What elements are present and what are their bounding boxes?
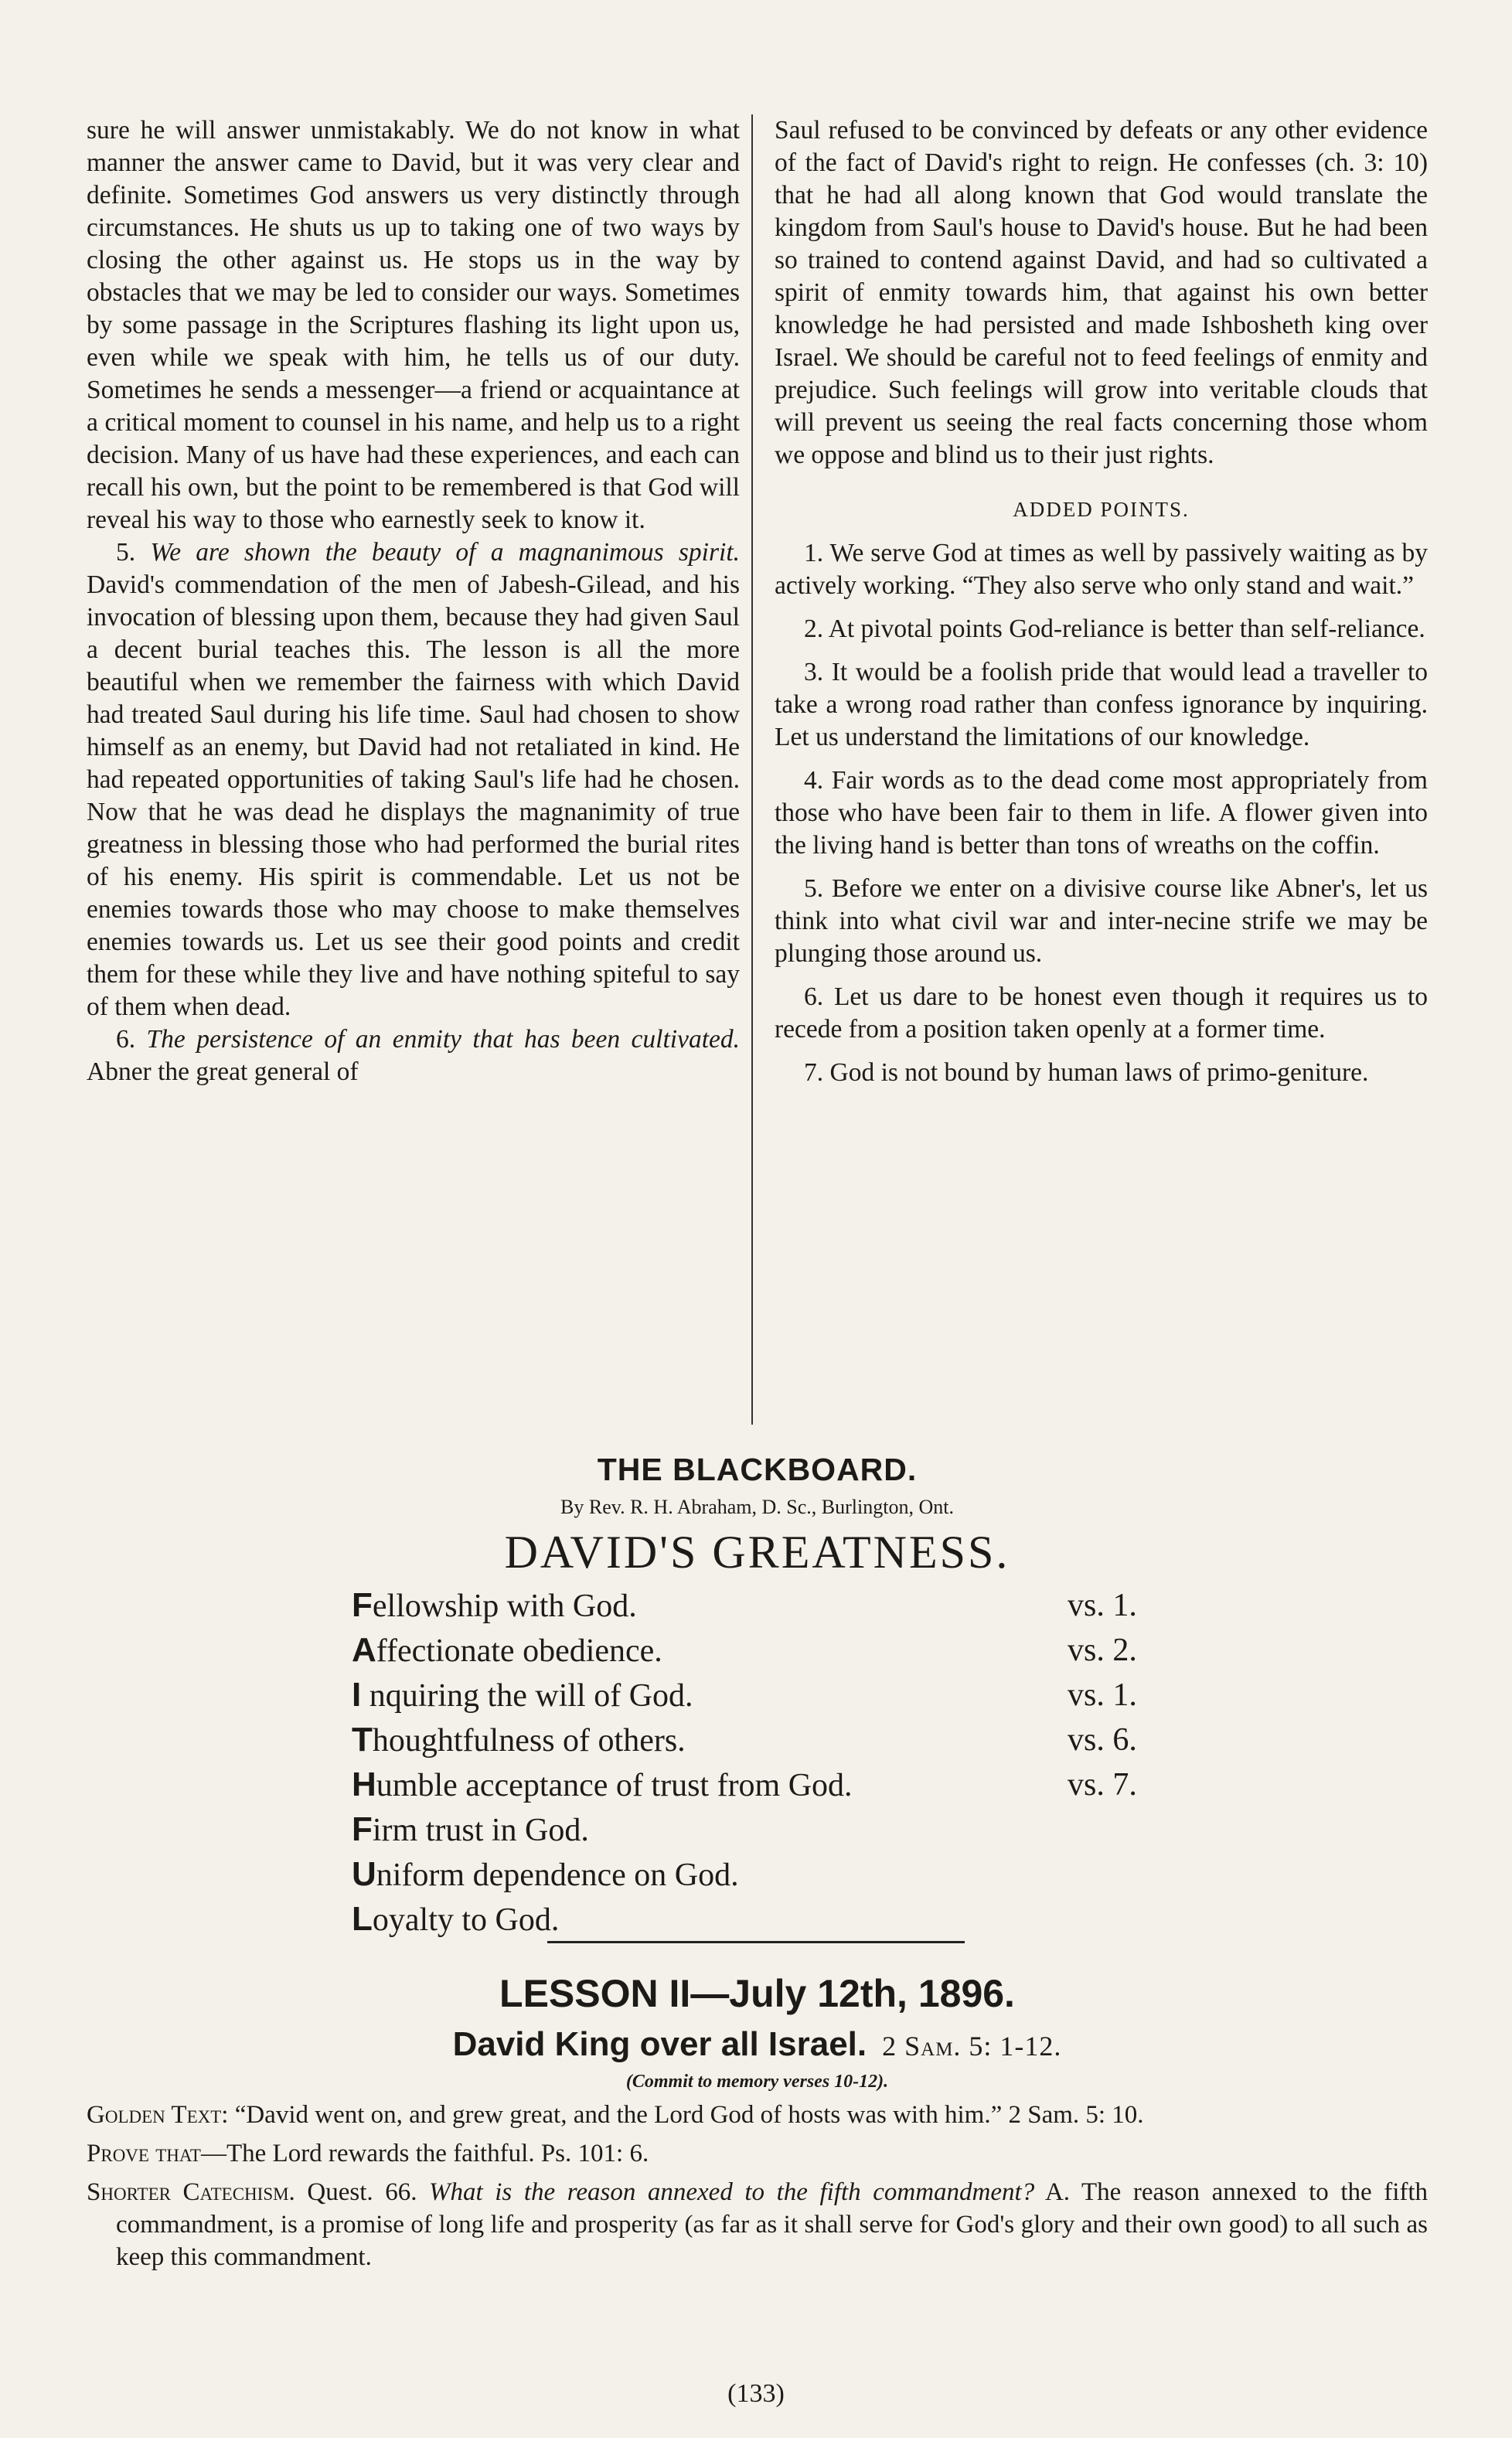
section-divider xyxy=(547,1941,965,1943)
acrostic-text: oyalty to God. xyxy=(372,1902,560,1938)
verse-ref: vs. 2. xyxy=(1068,1633,1137,1668)
acrostic-row xyxy=(352,1852,1248,1897)
point-text: Abner the great general of xyxy=(87,1057,359,1086)
acrostic-letter: U xyxy=(352,1855,376,1893)
column-rule xyxy=(751,114,753,1425)
acrostic-letter: H xyxy=(352,1766,376,1803)
lesson-subtitle: David King over all Israel. xyxy=(452,2025,867,2063)
acrostic-letter: I xyxy=(352,1676,362,1714)
verse-ref: vs. 1. xyxy=(1068,1677,1137,1713)
catechism-question: What is the reason annexed to the fifth commandment? xyxy=(429,2178,1035,2206)
golden-text-label: Golden Text: xyxy=(87,2101,229,2129)
acrostic-text: umble acceptance of trust from God. xyxy=(376,1768,853,1803)
left-paragraph-2 xyxy=(87,536,740,1023)
added-points-heading: ADDED POINTS. xyxy=(1013,498,1190,521)
added-point-6: 6. Let us dare to be honest even though it requires us to recede from a position taken openly at a former time. xyxy=(775,982,1428,1044)
acrostic-row xyxy=(352,1762,1248,1807)
shorter-catechism xyxy=(87,2176,1428,2273)
golden-text-body: “David went on, and grew great, and the Lord God of hosts was with him.” 2 Sam. 5: 10. xyxy=(234,2101,1144,2129)
left-paragraph-1: sure he will answer unmistakably. We do not know in what manner the answer came to David, but it was very clear and definite. Sometimes God answers us very distinctly through circumstances. He shuts us up to taking one of two ways by closing the other against us. He stops us in the way by obstacles that we may be led to consider our ways. Sometimes by some passage in the Scriptures flashing its light upon us, even while we speak with him, he tells us of our duty. Sometimes he sends a messenger—a friend or acquaintance at a critical moment to counsel in his name, and help us to a right decision. Many of us have had these experiences, and each can recall his own, but the point to be remembered is that God will reveal his way to those who earnestly seek to know it. xyxy=(87,116,740,534)
left-column xyxy=(87,114,740,1088)
acrostic-row xyxy=(352,1897,1248,1942)
acrostic-letter: F xyxy=(352,1810,373,1848)
acrostic-row xyxy=(352,1628,1248,1673)
acrostic-text: ellowship with God. xyxy=(372,1588,637,1624)
prove-that-body: —The Lord rewards the faithful. Ps. 101: 6. xyxy=(200,2140,649,2167)
golden-text xyxy=(87,2099,1428,2131)
acrostic-row xyxy=(352,1718,1248,1762)
prove-that-label: Prove that xyxy=(87,2140,201,2167)
right-paragraph-1: Saul refused to be convinced by defeats or any other evidence of the fact of David's right to reign. He confesses (ch. 3: 10) that he had all along known that God would translate the kingdom from Saul's house to David's house. But he had been so trained to contend against David, and had so cultivated a spirit of enmity towards him, that against his own better knowledge he had persisted and made Ishbosheth king over Israel. We should be careful not to feed feelings of enmity and prejudice. Such feelings will grow into veritable clouds that will prevent us seeing the real facts concerning those whom we oppose and blind us to their just rights. xyxy=(775,116,1428,469)
two-column-body xyxy=(87,114,1428,1438)
memory-verses-note: (Commit to memory verses 10-12). xyxy=(625,2072,889,2092)
acrostic-row xyxy=(352,1673,1248,1718)
catechism-answer: A. The reason annexed to the fifth commandment, is a promise of long life and prosperity (as far as it shall serve for God's glory and their own good) to all such as keep this commandment. xyxy=(116,2178,1429,2271)
page-number: (133) xyxy=(727,2379,785,2408)
acrostic-text: ffectionate obedience. xyxy=(376,1633,662,1669)
acrostic-letter: A xyxy=(352,1631,376,1669)
added-point-3: 3. It would be a foolish pride that would lead a traveller to take a wrong road rather than confess ignorance by inquiring. Let us understand the limitations of our knowledge. xyxy=(775,658,1428,751)
lesson-subtitle-line xyxy=(87,2025,1428,2064)
verse-ref: vs. 7. xyxy=(1068,1767,1137,1803)
left-paragraph-3 xyxy=(87,1023,740,1088)
catechism-label: Shorter Catechism. xyxy=(87,2178,295,2206)
blackboard-byline: By Rev. R. H. Abraham, D. Sc., Burlington, Ont. xyxy=(560,1496,954,1518)
acrostic-row xyxy=(352,1583,1248,1628)
acrostic-text: irm trust in God. xyxy=(372,1813,589,1848)
added-point-5: 5. Before we enter on a divisive course like Abner's, let us think into what civil war and inter-necine strife we may be plunging those around us. xyxy=(775,874,1428,968)
point-heading: We are shown the beauty of a magnanimous spirit. xyxy=(150,538,741,567)
lesson-section xyxy=(87,1971,1428,2273)
added-point-7: 7. God is not bound by human laws of primo-geniture. xyxy=(804,1058,1369,1087)
blackboard-section xyxy=(87,1452,1428,1938)
blackboard-heading: DAVID'S GREATNESS. xyxy=(504,1527,1010,1578)
point-number: 5. xyxy=(116,538,136,567)
verse-ref: vs. 6. xyxy=(1068,1722,1137,1758)
acrostic-letter: F xyxy=(352,1586,373,1624)
prove-that xyxy=(87,2137,1428,2170)
lesson-title: LESSON II—July 12th, 1896. xyxy=(499,1972,1015,2015)
added-point-1: 1. We serve God at times as well by passively waiting as by actively working. “They also serve who only stand and wait.” xyxy=(775,539,1428,600)
acrostic-list xyxy=(352,1583,1248,1942)
point-number: 6. xyxy=(116,1025,136,1054)
right-column xyxy=(775,114,1428,1100)
verse-ref: vs. 1. xyxy=(1068,1588,1137,1623)
blackboard-title: THE BLACKBOARD. xyxy=(597,1452,918,1487)
acrostic-text: niform dependence on God. xyxy=(376,1857,739,1893)
catechism-quest: Quest. 66. xyxy=(307,2178,417,2206)
point-text: David's commendation of the men of Jabesh-Gilead, and his invocation of blessing upon them, because they had given Saul a decent burial teaches this. The lesson is all the more beautiful when we remember the fairness with which David had treated Saul during his life time. Saul had chosen to show himself as an enemy, but David had not retaliated in kind. He had repeated opportunities of taking Saul's life had he chosen. Now that he was dead he displays the magnanimity of true greatness in blessing those who had performed the burial rites of his enemy. His spirit is commendable. Let us not be enemies towards those who may choose to make themselves enemies towards us. Let us see their good points and credit them for these while they live and have nothing spiteful to say of them when dead. xyxy=(87,570,740,1021)
acrostic-text: houghtfulness of others. xyxy=(372,1723,686,1759)
added-point-4: 4. Fair words as to the dead come most appropriately from those who have been fair to them in life. A flower given into the living hand is better than tons of wreaths on the coffin. xyxy=(775,766,1428,860)
added-point-2: 2. At pivotal points God-reliance is better than self-reliance. xyxy=(804,615,1425,643)
scripture-reference: 2 Sam. 5: 1-12. xyxy=(882,2031,1062,2062)
point-heading: The persistence of an enmity that has been cultivated. xyxy=(146,1025,741,1054)
acrostic-text: nquiring the will of God. xyxy=(361,1678,693,1714)
acrostic-letter: T xyxy=(352,1721,373,1759)
acrostic-row xyxy=(352,1807,1248,1852)
acrostic-letter: L xyxy=(352,1900,373,1938)
